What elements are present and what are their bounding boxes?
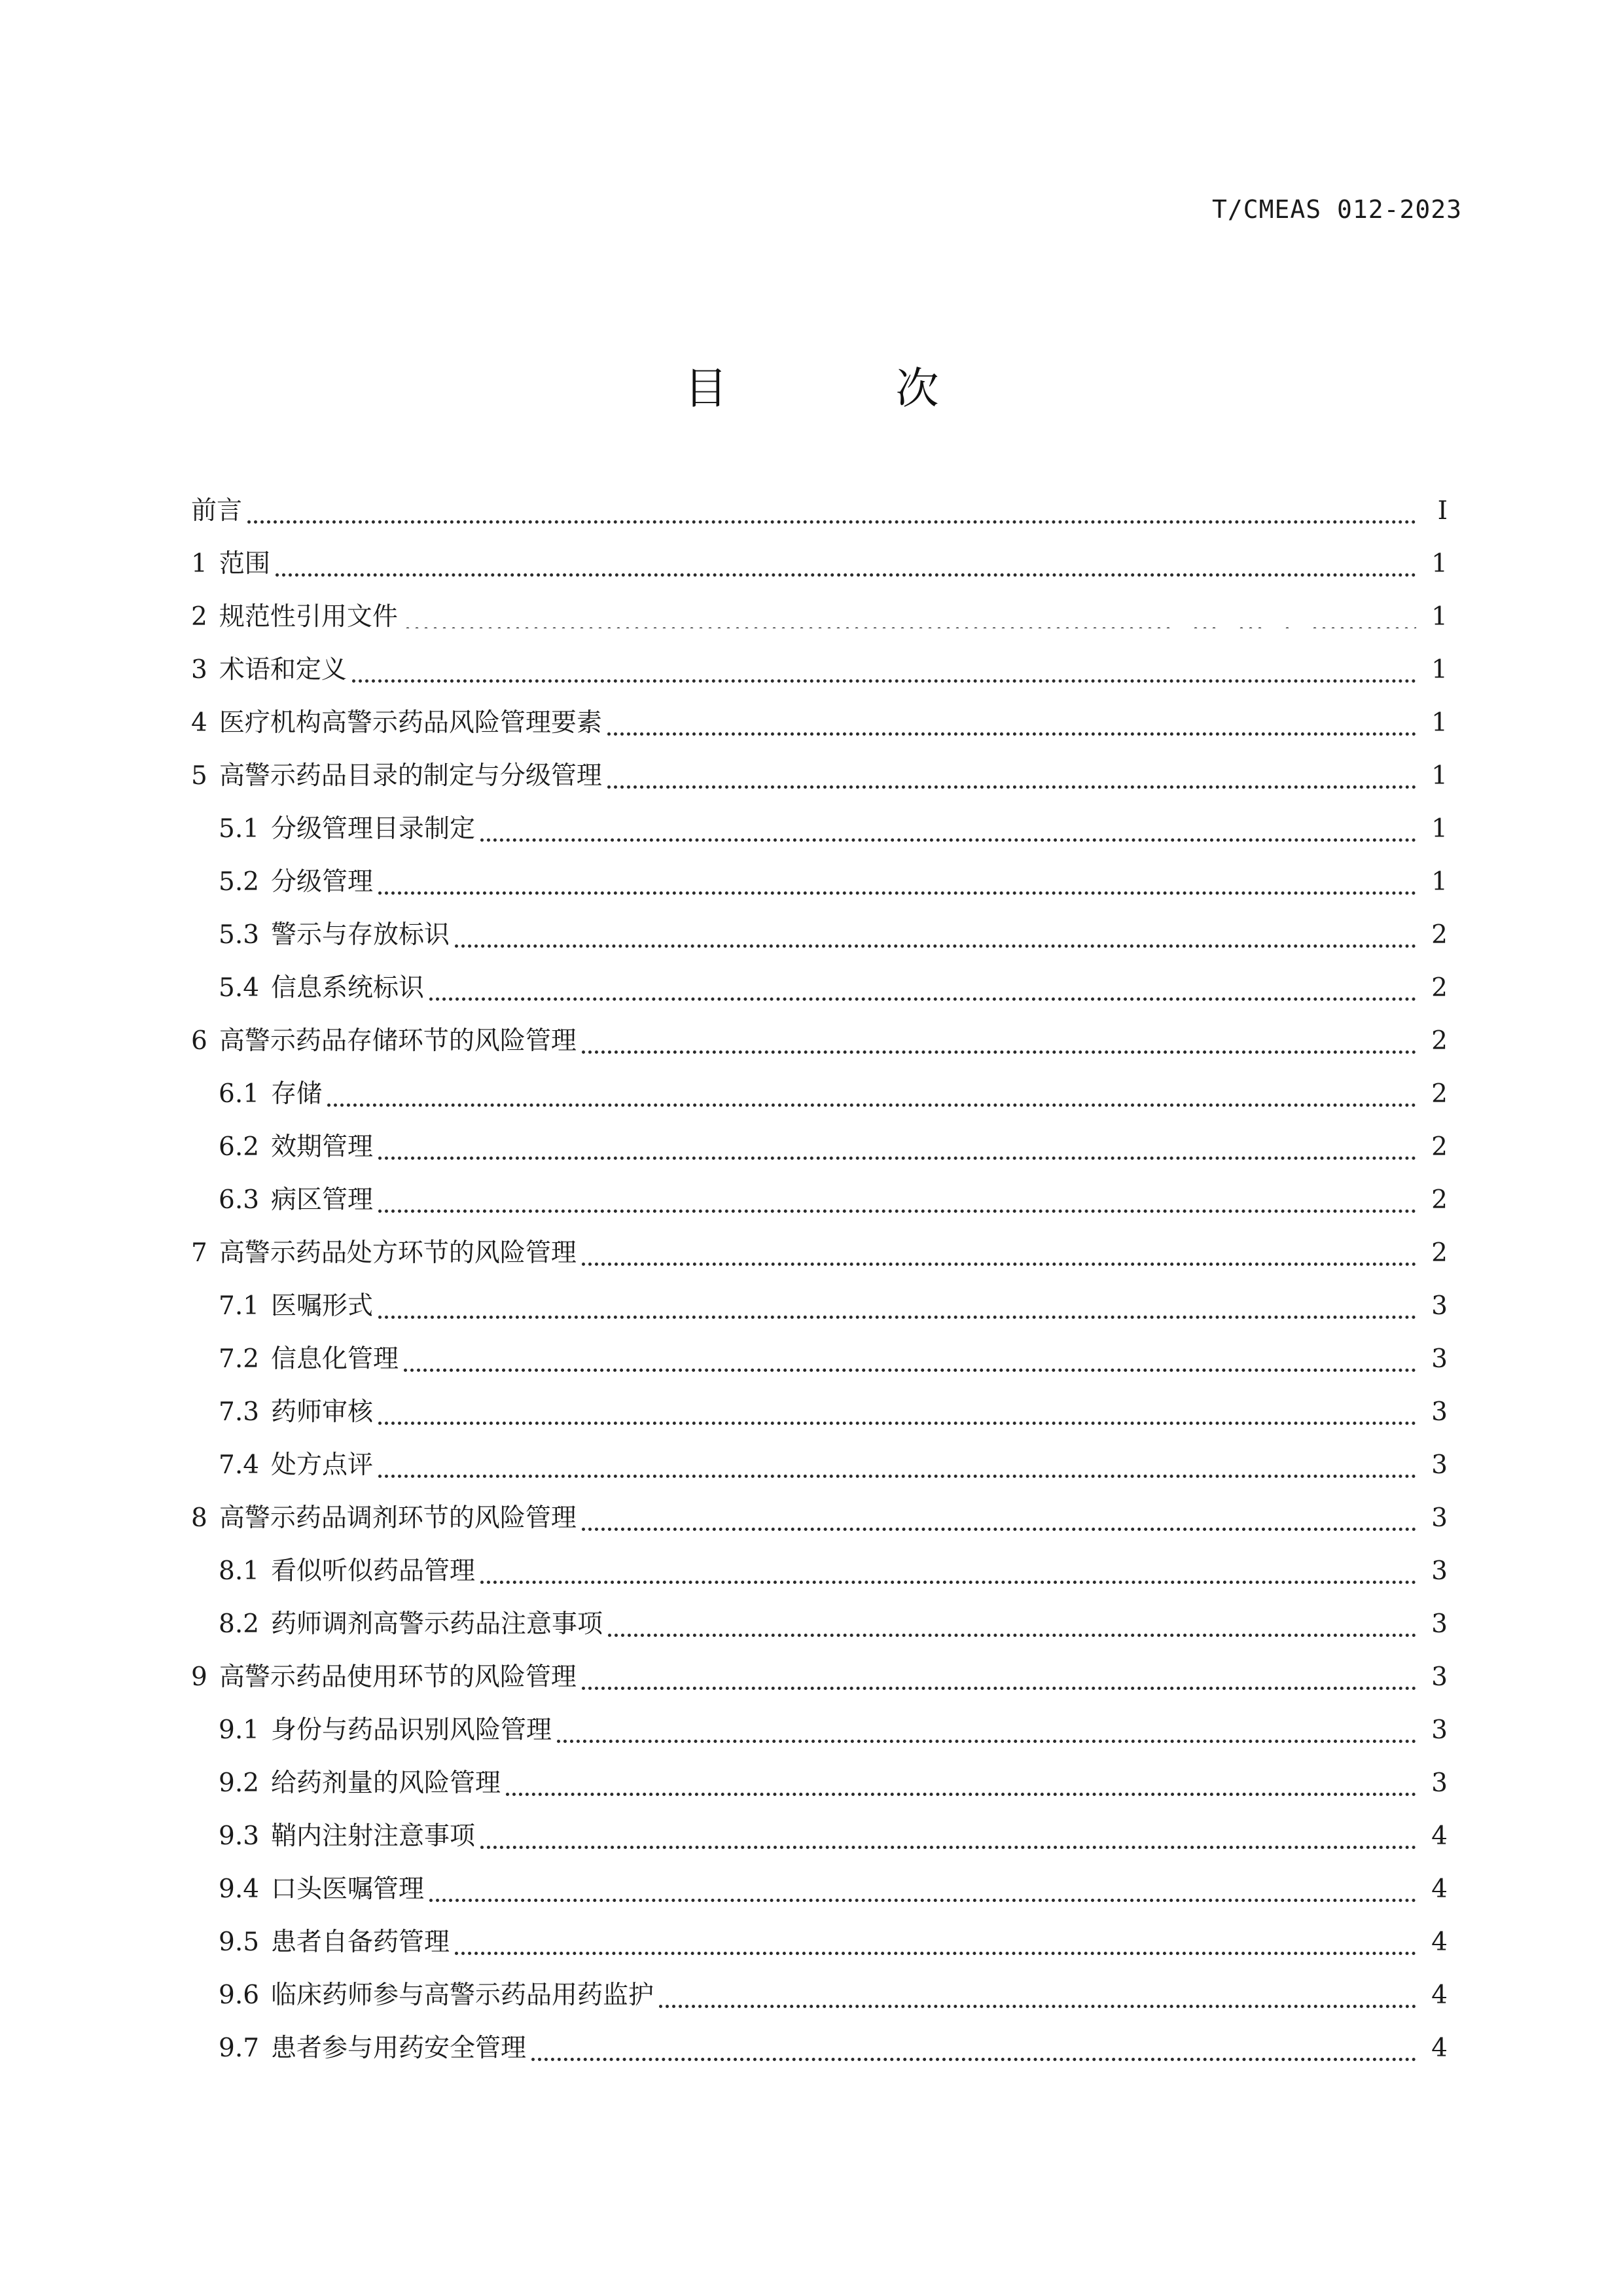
toc-entry[interactable]: [191, 1174, 1448, 1227]
toc-entry[interactable]: [191, 1492, 1448, 1545]
toc-entry-page-number: 3: [1431, 1291, 1448, 1321]
toc-entry-label: 患者参与用药安全管理: [271, 2034, 527, 2063]
toc-entry-page-number: I: [1437, 496, 1448, 526]
toc-entry-page-number: 4: [1431, 1821, 1448, 1851]
toc-entry[interactable]: [191, 1704, 1448, 1757]
toc-entry-label: 规范性引用文件: [219, 602, 398, 632]
toc-entry-page-number: 2: [1431, 1079, 1448, 1109]
toc-entry-label: 鞘内注射注意事项: [271, 1821, 476, 1851]
toc-entry-number: 9.7: [219, 2034, 260, 2063]
toc-entry-page-number: 3: [1431, 1715, 1448, 1745]
toc-entry-label: 身份与药品识别风险管理: [271, 1715, 552, 1745]
toc-entry-page-number: 1: [1431, 708, 1448, 738]
toc-entry-label: 范围: [219, 549, 270, 579]
toc-entry-number: 1: [191, 549, 207, 579]
toc-entry-label: 效期管理: [271, 1132, 374, 1162]
toc-entry-label: 药师审核: [271, 1397, 374, 1427]
dot-leader: [378, 1183, 1416, 1213]
toc-entry-heading: [219, 1452, 378, 1478]
toc-entry-page-number: 3: [1431, 1344, 1448, 1374]
toc-entry-label: 术语和定义: [219, 655, 347, 685]
toc-entry-label: 医嘱形式: [271, 1291, 374, 1321]
toc-entry-label: 药师调剂高警示药品注意事项: [271, 1609, 603, 1639]
toc-entry-page-number: 1: [1431, 655, 1448, 685]
toc-entry[interactable]: [191, 1121, 1448, 1174]
toc-entry[interactable]: [191, 855, 1448, 908]
toc-entry[interactable]: [191, 1386, 1448, 1439]
dot-leader: [404, 1342, 1416, 1372]
toc-entry-page-number: 1: [1431, 549, 1448, 579]
toc-entry[interactable]: [191, 1916, 1448, 1969]
toc-entry[interactable]: [191, 1757, 1448, 1810]
toc-entry-heading: [219, 1982, 659, 2008]
toc-entry[interactable]: [191, 590, 1448, 643]
dot-leader: [378, 1130, 1416, 1160]
toc-entry-number: 5.4: [219, 973, 260, 1003]
toc-entry[interactable]: [191, 2022, 1448, 2075]
toc-entry-label: 医疗机构高警示药品风险管理要素: [219, 708, 602, 738]
toc-entry-number: 7.2: [219, 1344, 260, 1374]
toc-entry-heading: [191, 1664, 582, 1690]
toc-entry-heading: [191, 1240, 582, 1266]
toc-entry-page-number: 2: [1431, 1238, 1448, 1268]
dot-leader: [455, 1926, 1416, 1955]
dot-leader: [607, 759, 1416, 789]
toc-entry-heading: [191, 1505, 582, 1531]
dot-leader: [352, 653, 1416, 683]
toc-entry-page-number: 2: [1431, 1185, 1448, 1215]
toc-entry-page-number: 2: [1431, 1026, 1448, 1056]
toc-entry-page-number: 1: [1431, 761, 1448, 791]
toc-entry[interactable]: [191, 537, 1448, 590]
toc-entry-number: 9: [191, 1662, 207, 1692]
toc-entry-page-number: 4: [1431, 1874, 1448, 1904]
toc-entry-heading: [191, 498, 247, 524]
toc-entry[interactable]: [191, 1067, 1448, 1121]
toc-entry-number: 5.3: [219, 920, 260, 950]
toc-entry-number: 8.1: [219, 1556, 260, 1586]
dot-leader: [608, 1607, 1416, 1637]
toc-entry-number: 8: [191, 1503, 207, 1533]
toc-entry-heading: [219, 869, 378, 895]
toc-entry-heading: [219, 2036, 531, 2061]
toc-entry-number: 5: [191, 761, 207, 791]
toc-entry-label: 高警示药品存储环节的风险管理: [219, 1026, 577, 1056]
toc-entry-heading: [219, 1876, 429, 1902]
toc-entry[interactable]: [191, 1863, 1448, 1916]
toc-entry-number: 5.1: [219, 814, 260, 844]
dot-leader: [531, 2032, 1416, 2061]
toc-entry-number: 2: [191, 602, 207, 632]
toc-entry-label: 看似听似药品管理: [271, 1556, 476, 1586]
toc-entry-heading: [219, 816, 480, 842]
toc-entry-label: 信息化管理: [271, 1344, 399, 1374]
toc-entry[interactable]: [191, 1333, 1448, 1386]
toc-entry-label: 分级管理目录制定: [271, 814, 476, 844]
toc-entry[interactable]: [191, 1545, 1448, 1598]
toc-entry-heading: [219, 1346, 404, 1372]
toc-entry-number: 8.2: [219, 1609, 260, 1639]
toc-entry-label: 警示与存放标识: [271, 920, 450, 950]
toc-entry-page-number: 2: [1431, 1132, 1448, 1162]
toc-entry-page-number: 3: [1431, 1397, 1448, 1427]
toc-entry-label: 口头医嘱管理: [271, 1874, 425, 1904]
dot-leader: [429, 971, 1416, 1001]
toc-entry[interactable]: [191, 1227, 1448, 1280]
toc-entry-page-number: 2: [1431, 920, 1448, 950]
toc-entry-page-number: 3: [1431, 1450, 1448, 1480]
toc-entry[interactable]: [191, 484, 1448, 537]
dot-leader: [582, 1660, 1416, 1690]
toc-entry-page-number: 4: [1431, 1981, 1448, 2010]
dot-leader: [378, 1448, 1416, 1478]
toc-entry[interactable]: [191, 1810, 1448, 1863]
toc-entry-number: 3: [191, 655, 207, 685]
dot-leader: [378, 865, 1416, 895]
toc-entry-number: 7.1: [219, 1291, 260, 1321]
dot-leader: [659, 1979, 1416, 2008]
toc-entry-page-number: 3: [1431, 1503, 1448, 1533]
toc-entry[interactable]: [191, 1280, 1448, 1333]
toc-entry-label: 前言: [191, 496, 243, 526]
toc-entry[interactable]: [191, 696, 1448, 749]
toc-entry[interactable]: [191, 749, 1448, 802]
toc-entry-number: 9.4: [219, 1874, 260, 1904]
toc-entry-page-number: 4: [1431, 1928, 1448, 1957]
toc-entry-heading: [219, 975, 429, 1001]
dot-leader: [506, 1767, 1416, 1796]
toc-entry-heading: [219, 1558, 480, 1584]
toc-entry[interactable]: [191, 1651, 1448, 1704]
dot-leader: [403, 602, 1416, 628]
toc-entry-label: 高警示药品调剂环节的风险管理: [219, 1503, 577, 1533]
toc-entry-number: 4: [191, 708, 207, 738]
toc-entry-number: 7.4: [219, 1450, 260, 1480]
toc-entry-page-number: 3: [1431, 1768, 1448, 1798]
toc-entry[interactable]: [191, 1439, 1448, 1492]
dot-leader: [480, 812, 1416, 842]
toc-entry-number: 6: [191, 1026, 207, 1056]
dot-leader: [276, 547, 1416, 577]
dot-leader: [378, 1395, 1416, 1425]
toc-entry-label: 分级管理: [271, 867, 374, 897]
dot-leader: [327, 1077, 1416, 1107]
toc-entry-heading: [219, 1770, 506, 1796]
toc-entry-label: 信息系统标识: [271, 973, 425, 1003]
dot-leader: [582, 1501, 1416, 1531]
toc-entry-label: 患者自备药管理: [271, 1928, 450, 1957]
toc-entry-number: 9.3: [219, 1821, 260, 1851]
toc-entry[interactable]: [191, 643, 1448, 696]
toc-entry-number: 7.3: [219, 1397, 260, 1427]
toc-entry-number: 9.6: [219, 1981, 260, 2010]
dot-leader: [247, 494, 1416, 524]
dot-leader: [480, 1554, 1416, 1584]
toc-entry-number: 6.2: [219, 1132, 260, 1162]
toc-entry-heading: [219, 1293, 378, 1319]
toc-entry-label: 高警示药品目录的制定与分级管理: [219, 761, 602, 791]
document-code: T/CMEAS 012-2023: [1211, 195, 1462, 224]
toc-entry-label: 病区管理: [271, 1185, 374, 1215]
dot-leader: [607, 706, 1416, 736]
toc-entry-heading: [219, 1717, 557, 1743]
toc-entry-heading: [191, 710, 607, 736]
toc-entry[interactable]: [191, 1014, 1448, 1067]
toc-entry-heading: [219, 1134, 378, 1160]
toc-entry[interactable]: [191, 1969, 1448, 2022]
toc-entry-page-number: 3: [1431, 1662, 1448, 1692]
toc-entry-heading: [219, 922, 455, 948]
toc-entry-page-number: 3: [1431, 1609, 1448, 1639]
dot-leader: [429, 1873, 1416, 1902]
table-of-contents: [191, 484, 1448, 2075]
toc-entry-number: 9.5: [219, 1928, 260, 1957]
dot-leader: [455, 918, 1416, 948]
dot-leader: [582, 1236, 1416, 1266]
dot-leader: [557, 1713, 1416, 1743]
toc-entry-heading: [191, 657, 352, 683]
toc-entry-heading: [191, 604, 403, 630]
toc-entry-page-number: 1: [1431, 602, 1448, 632]
toc-entry-heading: [191, 763, 607, 789]
toc-entry[interactable]: [191, 1598, 1448, 1651]
toc-entry-label: 高警示药品处方环节的风险管理: [219, 1238, 577, 1268]
toc-entry-page-number: 1: [1431, 814, 1448, 844]
toc-entry-label: 处方点评: [271, 1450, 374, 1480]
toc-entry[interactable]: [191, 908, 1448, 961]
toc-entry-label: 存储: [271, 1079, 323, 1109]
toc-entry[interactable]: [191, 802, 1448, 855]
toc-entry-heading: [219, 1823, 480, 1849]
toc-entry-number: 9.2: [219, 1768, 260, 1798]
toc-entry-number: 6.3: [219, 1185, 260, 1215]
dot-leader: [378, 1289, 1416, 1319]
toc-entry-heading: [219, 1081, 327, 1107]
page-title: 目 次: [684, 363, 1016, 414]
toc-entry-page-number: 1: [1431, 867, 1448, 897]
toc-entry-label: 高警示药品使用环节的风险管理: [219, 1662, 577, 1692]
toc-entry-number: 6.1: [219, 1079, 260, 1109]
toc-entry-heading: [219, 1611, 608, 1637]
toc-entry-page-number: 2: [1431, 973, 1448, 1003]
toc-entry-label: 临床药师参与高警示药品用药监护: [271, 1981, 654, 2010]
toc-entry-number: 9.1: [219, 1715, 260, 1745]
dot-leader: [582, 1024, 1416, 1054]
toc-entry-page-number: 3: [1431, 1556, 1448, 1586]
toc-entry-page-number: 4: [1431, 2034, 1448, 2063]
toc-entry[interactable]: [191, 961, 1448, 1014]
toc-entry-label: 给药剂量的风险管理: [271, 1768, 501, 1798]
toc-entry-number: 5.2: [219, 867, 260, 897]
toc-entry-heading: [191, 1028, 582, 1054]
toc-entry-heading: [219, 1187, 378, 1213]
dot-leader: [480, 1820, 1416, 1849]
toc-entry-heading: [219, 1399, 378, 1425]
toc-entry-number: 7: [191, 1238, 207, 1268]
toc-entry-heading: [191, 551, 276, 577]
toc-entry-heading: [219, 1929, 455, 1955]
